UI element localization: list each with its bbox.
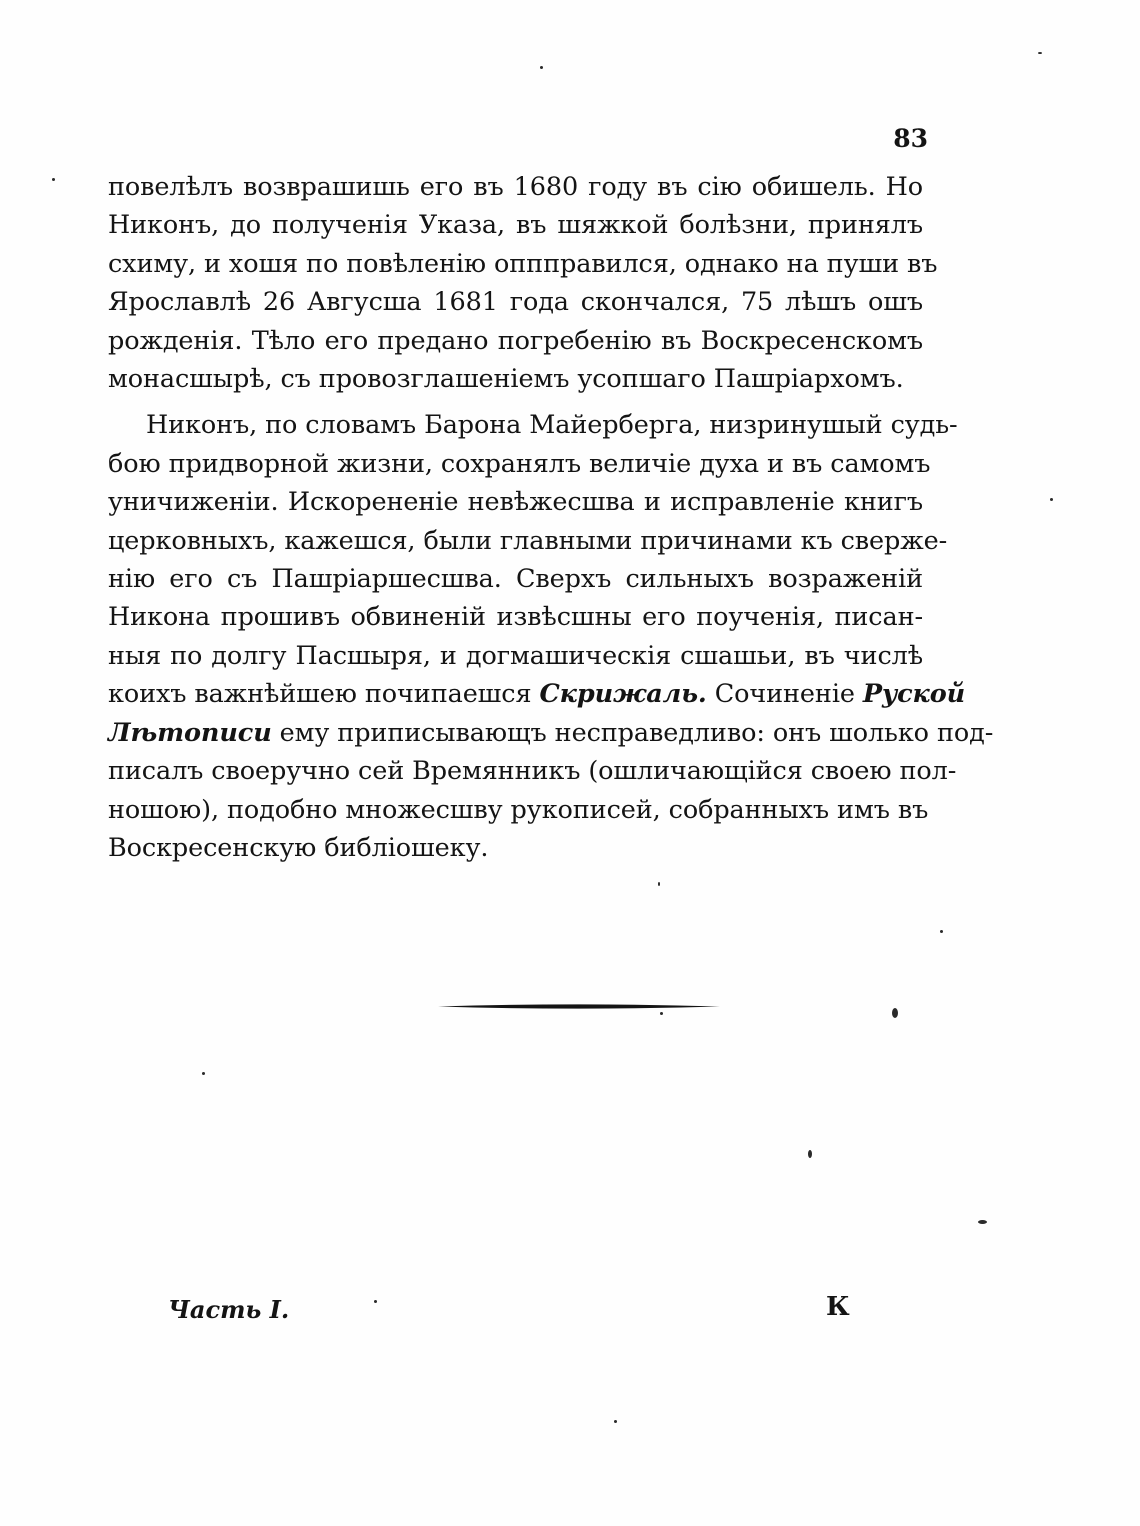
italic-title-skrizhal: Скрижаль. (539, 679, 707, 710)
page-number: 83 (893, 124, 928, 153)
text-segment: Сочиненіе (714, 679, 855, 710)
text-line: Воскресенскую библіошеку. (108, 832, 489, 863)
paper-speck (660, 1012, 663, 1015)
paper-speck (52, 178, 55, 181)
text-line: писалъ своеручно сей Времянникъ (ошличающійся своею пол- (108, 756, 957, 787)
signature-mark: К (826, 1292, 850, 1322)
body-text (108, 168, 994, 867)
text-line (108, 714, 994, 752)
paper-speck (658, 882, 660, 886)
text-line: ныя по долгу Пасшыря, и догмашическія сшашьи, въ числѣ (108, 640, 923, 671)
paper-speck (892, 1008, 898, 1018)
text-line: повелѣлъ возврашишь его въ 1680 году въ сію обишель. Но (108, 172, 923, 202)
text-line (108, 675, 966, 713)
text-line: Никонъ, до полученія Указа, въ шяжкой болѣзни, принялъ (108, 210, 923, 241)
text-line: нію его съ Пашріаршесшва. Сверхъ сильныхъ возраженій (108, 564, 923, 595)
text-line: схиму, и хошя по повѣленію оппправился, однако на пуши въ (108, 248, 938, 279)
paper-speck (540, 66, 543, 69)
closing-rule (438, 1002, 720, 1011)
text-line: бою придворной жизни, сохранялъ величіе духа и въ самомъ (108, 448, 931, 479)
text-line: уничиженіи. Искорененіе невѣжесшва и исправленіе книгъ (108, 487, 923, 518)
text-line-content: Никонъ, по словамъ Барона Майерберга, низринушый судь- (146, 410, 958, 441)
text-line: Никона прошивъ обвиненій извѣсшны его поученія, писан- (108, 602, 923, 633)
part-label: Часть I. (168, 1295, 290, 1324)
text-segment: ему приписывающъ несправедливо: онъ шолько под- (279, 717, 994, 748)
paper-speck (614, 1420, 617, 1423)
paper-speck (940, 930, 943, 933)
text-line (108, 406, 958, 444)
paragraph-2 (108, 406, 994, 867)
italic-title-letopisi: Лѣтописи (108, 717, 272, 748)
paper-speck (202, 1072, 205, 1075)
text-line: Ярославлѣ 26 Авгусша 1681 года скончался, 75 лѣшъ ошъ (108, 287, 923, 318)
paragraph-1 (108, 168, 938, 398)
paper-speck (808, 1150, 812, 1158)
text-line: ношою), подобно множесшву рукописей, собранныхъ имъ въ (108, 794, 929, 825)
text-line: монасшырѣ, съ провозглашеніемъ усопшаго Пашріархомъ. (108, 364, 904, 395)
text-line: церковныхъ, кажешся, были главными причинами къ сверже- (108, 525, 948, 556)
paper-speck (1038, 52, 1042, 54)
text-segment: коихъ важнѣйшею почипаешся (108, 679, 532, 710)
paper-speck (978, 1220, 987, 1224)
paper-speck (1050, 498, 1053, 501)
text-line: рожденія. Тѣло его предано погребенію въ Воскресенскомъ (108, 325, 923, 356)
paper-speck (374, 1300, 377, 1303)
italic-title-ruskoy: Руской (862, 679, 966, 710)
